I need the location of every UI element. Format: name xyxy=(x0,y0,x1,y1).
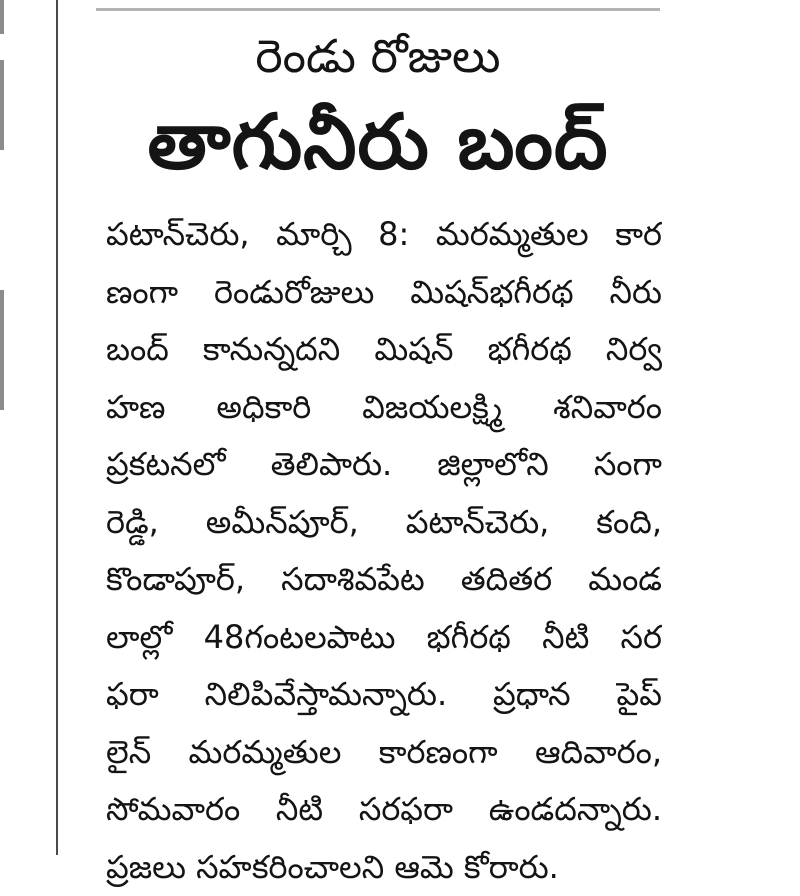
body-line: లాల్లో 48గంటలపాటు భగీరథ నీటి సర xyxy=(106,609,662,667)
adjacent-column-edge xyxy=(0,290,4,410)
body-line: సోమవారం నీటి సరఫరా ఉండదన్నారు. xyxy=(106,781,662,839)
adjacent-column-edge xyxy=(0,0,4,34)
column-divider xyxy=(56,0,58,855)
body-line: రెడ్డి, అమీన్‌పూర్, పటాన్‌చెరు, కంది, xyxy=(106,494,662,552)
top-rule xyxy=(96,8,660,11)
body-line: ణంగా రెండురోజులు మిషన్‌భగీరథ నీరు xyxy=(106,264,662,322)
body-line: లైన్ మరమ్మతుల కారణంగా ఆదివారం, xyxy=(106,724,662,782)
body-line: హణ అధికారి విజయలక్ష్మి శనివారం xyxy=(106,379,662,437)
body-line: ఫరా నిలిపివేస్తామన్నారు. ప్రధాన పైప్ xyxy=(106,666,662,724)
adjacent-column-edge xyxy=(0,60,4,150)
body-line: ప్రకటనలో తెలిపారు. జిల్లాలోని సంగా xyxy=(106,436,662,494)
article-body xyxy=(106,206,662,896)
headline: తాగునీరు బంద్ xyxy=(96,92,660,192)
body-line: బంద్ కానున్నదని మిషన్ భగీరథ నిర్వ xyxy=(106,321,662,379)
subheadline: రెండు రోజులు xyxy=(96,26,660,86)
body-line: ప్రజలు సహకరించాలని ఆమె కోరారు. xyxy=(106,839,662,896)
body-line: పటాన్‌చెరు, మార్చి 8: మరమ్మతుల కార xyxy=(106,206,662,264)
body-line: కొండాపూర్, సదాశివపేట తదితర మండ xyxy=(106,551,662,609)
